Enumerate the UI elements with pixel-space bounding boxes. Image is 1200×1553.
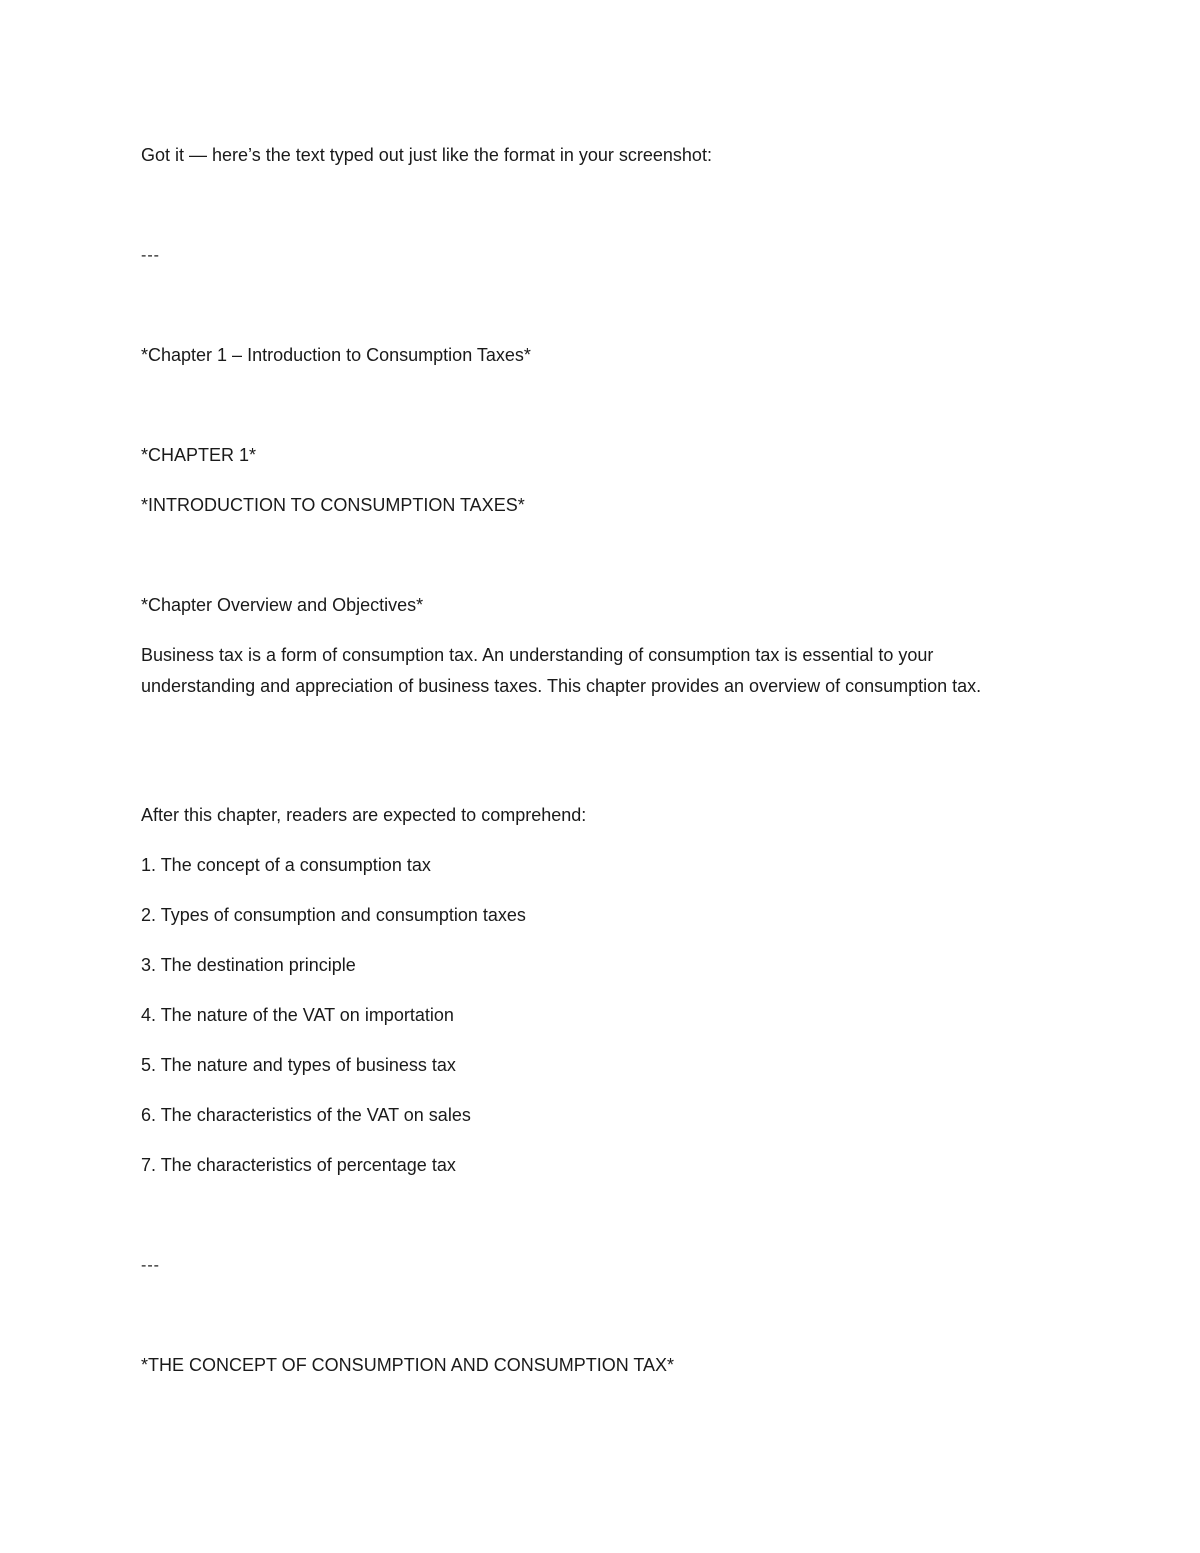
objective-item-3: 3. The destination principle (141, 955, 356, 975)
section-heading: *THE CONCEPT OF CONSUMPTION AND CONSUMPTION TAX* (141, 1355, 675, 1375)
objective-item-5: 5. The nature and types of business tax (141, 1055, 456, 1075)
chapter-title: *Chapter 1 – Introduction to Consumption Taxes* (141, 345, 531, 365)
separator-bottom: --- (141, 1257, 160, 1274)
objectives-intro: After this chapter, readers are expected to comprehend: (141, 805, 587, 825)
objective-item-4: 4. The nature of the VAT on importation (141, 1005, 454, 1025)
overview-paragraph: Business tax is a form of consumption tax. An understanding of consumption tax is essential to your understanding and appreciation of business taxes. This chapter provides an overview of consumption tax. (141, 645, 982, 696)
chapter-number: *CHAPTER 1* (141, 445, 257, 465)
objective-item-1: 1. The concept of a consumption tax (141, 855, 431, 875)
objective-item-7: 7. The characteristics of percentage tax (141, 1155, 456, 1175)
objective-item-6: 6. The characteristics of the VAT on sales (141, 1105, 471, 1125)
overview-heading: *Chapter Overview and Objectives* (141, 595, 424, 615)
separator-top: --- (141, 247, 160, 264)
intro-line: Got it — here’s the text typed out just like the format in your screenshot: (141, 145, 712, 165)
chapter-heading: *INTRODUCTION TO CONSUMPTION TAXES* (141, 495, 525, 515)
objective-item-2: 2. Types of consumption and consumption taxes (141, 905, 526, 925)
